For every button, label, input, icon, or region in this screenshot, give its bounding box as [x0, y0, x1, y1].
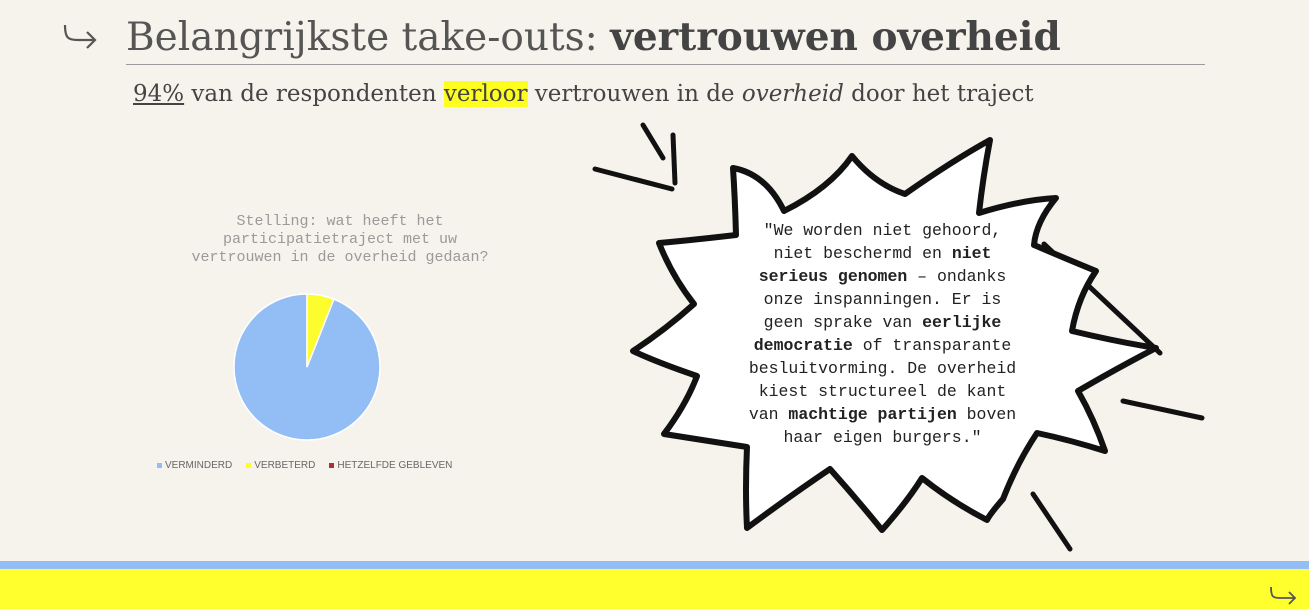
footer-bar-yellow — [0, 569, 1309, 609]
legend-item — [329, 460, 452, 471]
title-bold: vertrouwen overheid — [610, 14, 1061, 60]
quote-text — [715, 219, 1050, 449]
subtitle-highlight: verloor — [443, 81, 528, 107]
quote-bold: democratie — [753, 336, 853, 355]
legend-swatch — [157, 463, 162, 468]
legend-swatch — [246, 463, 251, 468]
quote-line — [715, 265, 1050, 288]
subtitle-part-3: door het traject — [843, 81, 1034, 107]
title-divider — [126, 64, 1205, 65]
quote-text-span: boven — [956, 405, 1017, 424]
percentage: 94% — [133, 81, 185, 107]
quote-line — [715, 242, 1050, 265]
subtitle — [133, 78, 1034, 110]
quote-line: besluitvorming. De overheid — [748, 359, 1017, 378]
quote-line — [715, 311, 1050, 334]
legend-label: VERMINDERD — [165, 460, 233, 471]
quote-line — [715, 403, 1050, 426]
pie-chart — [232, 292, 382, 442]
chart-title-line: vertrouwen in de overheid gedaan? — [191, 249, 489, 266]
chart-legend — [157, 460, 452, 471]
footer-bar-blue — [0, 561, 1309, 569]
quote-bold: serieus genomen — [758, 267, 908, 286]
quote-line: kiest structureel de kant — [758, 382, 1007, 401]
hook-arrow-icon — [62, 22, 98, 52]
quote-text-span: niet beschermd en — [773, 244, 952, 263]
quote-line — [715, 334, 1050, 357]
quote-line: "We worden niet gehoord, — [763, 221, 1002, 240]
hook-arrow-icon — [1268, 585, 1298, 607]
quote-line: onze inspanningen. Er is — [763, 290, 1002, 309]
chart-title — [170, 213, 510, 267]
legend-label: VERBETERD — [254, 460, 316, 471]
legend-swatch — [329, 463, 334, 468]
quote-bold: eerlijke — [922, 313, 1002, 332]
title-prefix: Belangrijkste take-outs: — [126, 15, 611, 60]
chart-title-line: Stelling: wat heeft het — [236, 213, 444, 230]
quote-text-span: van — [748, 405, 789, 424]
legend-item — [246, 460, 315, 471]
quote-bold: machtige partijen — [788, 405, 957, 424]
legend-label: HETZELFDE GEBLEVEN — [337, 460, 453, 471]
quote-text-span: – ondanks — [907, 267, 1007, 286]
quote-text-span: of transparante — [852, 336, 1012, 355]
quote-text-span: geen sprake van — [763, 313, 923, 332]
quote-bold: niet — [951, 244, 992, 263]
subtitle-part-2: vertrouwen in de — [527, 81, 742, 107]
page-title — [126, 12, 1061, 63]
quote-line: haar eigen burgers." — [783, 428, 982, 447]
legend-item — [157, 460, 232, 471]
subtitle-part-1: van de respondenten — [184, 81, 444, 107]
subtitle-italic: overheid — [741, 81, 844, 107]
chart-title-line: participatietraject met uw — [222, 231, 458, 248]
